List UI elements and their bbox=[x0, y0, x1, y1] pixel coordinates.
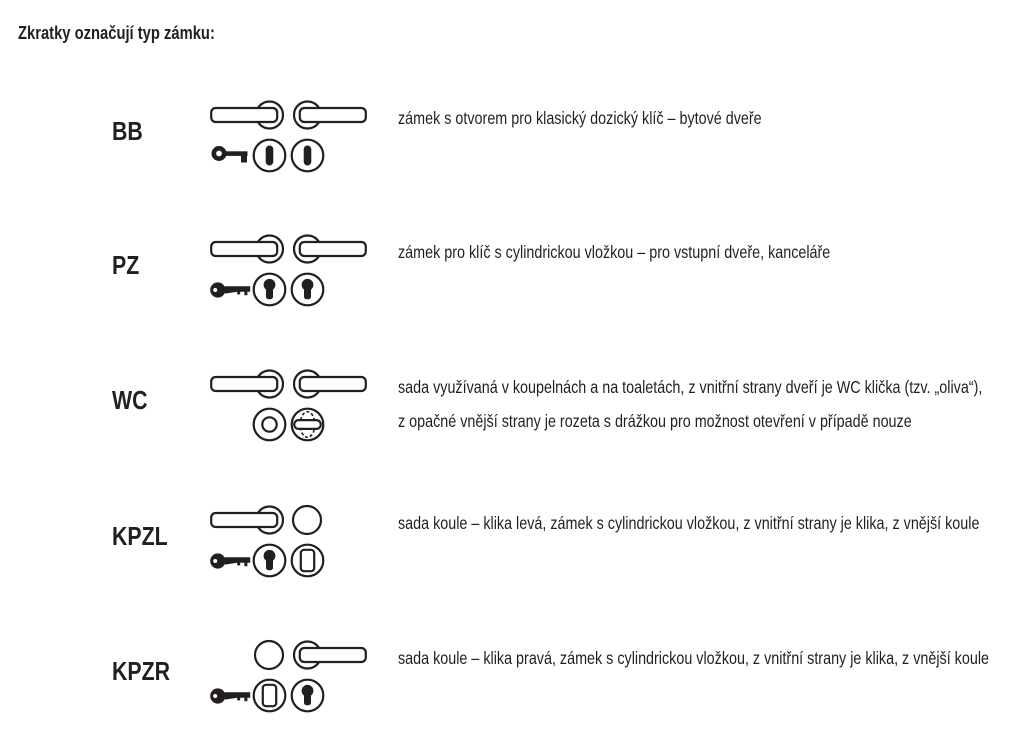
keyhole-cylinder-icon bbox=[290, 272, 325, 307]
key-modern-icon bbox=[210, 279, 251, 301]
knob-icon bbox=[289, 502, 325, 538]
lock-description-line: zámek s otvorem pro klasický dozický klíč – bytové dveře bbox=[398, 108, 762, 128]
keyhole-classic-icon bbox=[252, 138, 287, 173]
lock-description-line: z opačné vnější strany je rozeta s drážkou pro možnost otevření v případě nouze bbox=[398, 410, 912, 431]
keyhole-cylinder-icon bbox=[252, 543, 287, 578]
handle-right-icon bbox=[293, 366, 367, 402]
lock-description-line: sada koule – klika pravá, zámek s cylindrickou vložkou, z vnitřní strany je klika, z vnější koule bbox=[398, 648, 990, 668]
handle-right-icon bbox=[293, 231, 367, 267]
lock-description bbox=[398, 642, 1011, 676]
lock-code-label: KPZL bbox=[112, 521, 168, 551]
wc-oliva-icon bbox=[290, 407, 325, 442]
lock-description-line: sada využívaná v koupelnách a na toaletách, z vnitřní strany dveří je WC klička (tzv. „oliva“), bbox=[398, 377, 983, 397]
lock-code-label: WC bbox=[112, 385, 148, 415]
lock-type-row-kpzr bbox=[0, 637, 1011, 717]
keyhole-classic-icon bbox=[290, 138, 325, 173]
rosette-groove-icon bbox=[252, 407, 287, 442]
lock-description bbox=[398, 507, 1011, 541]
lock-code-label: PZ bbox=[112, 250, 140, 280]
handle-left-icon bbox=[210, 231, 284, 267]
lock-type-row-wc bbox=[0, 366, 1011, 446]
lock-type-row-kpzl bbox=[0, 502, 1011, 582]
page-title: Zkratky označují typ zámku: bbox=[18, 23, 215, 43]
keyhole-cylinder-icon bbox=[290, 678, 325, 713]
escutcheon-blank-icon bbox=[290, 543, 325, 578]
lock-description bbox=[398, 371, 1011, 438]
lock-description-line: zámek pro klíč s cylindrickou vložkou – pro vstupní dveře, kanceláře bbox=[398, 242, 831, 262]
lock-description-line: sada koule – klika levá, zámek s cylindrickou vložkou, z vnitřní strany je klika, z vnější koule bbox=[398, 513, 980, 533]
key-modern-icon bbox=[210, 550, 251, 572]
keyhole-cylinder-icon bbox=[252, 272, 287, 307]
lock-description bbox=[398, 236, 925, 270]
handle-right-icon bbox=[293, 637, 367, 673]
key-classic-icon bbox=[211, 145, 249, 167]
key-modern-icon bbox=[210, 685, 251, 707]
lock-code-label: KPZR bbox=[112, 656, 171, 686]
lock-type-row-pz bbox=[0, 231, 1011, 311]
knob-icon bbox=[251, 637, 287, 673]
handle-left-icon bbox=[210, 502, 284, 538]
handle-right-icon bbox=[293, 97, 367, 133]
lock-description bbox=[398, 102, 842, 136]
lock-code-label: BB bbox=[112, 116, 143, 146]
handle-left-icon bbox=[210, 366, 284, 402]
escutcheon-blank-icon bbox=[252, 678, 287, 713]
lock-type-row-bb bbox=[0, 97, 1011, 177]
handle-left-icon bbox=[210, 97, 284, 133]
